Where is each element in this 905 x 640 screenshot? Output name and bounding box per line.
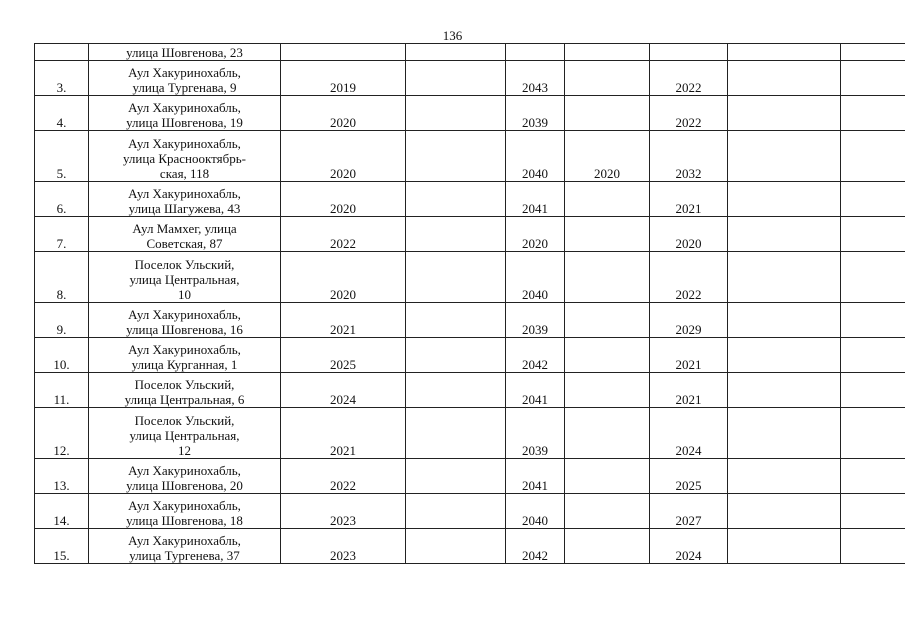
cell-value: 2021: [281, 303, 406, 338]
table-row: [35, 408, 905, 459]
cell-address: [89, 459, 281, 494]
cell-value: 2041: [506, 459, 565, 494]
cell-value: [406, 459, 506, 494]
cell-value: 2025: [281, 338, 406, 373]
cell-value: 2042: [506, 338, 565, 373]
cell-value: [565, 373, 650, 408]
address-line: Аул Хакуринохабль,: [128, 100, 241, 115]
document-table: [34, 43, 905, 564]
address-line: улица Тургенева, 37: [129, 548, 240, 563]
address-line: Аул Хакуринохабль,: [128, 136, 241, 151]
cell-value: [565, 338, 650, 373]
address-line: Аул Мамхег, улица: [132, 221, 237, 236]
cell-value: 2020: [506, 217, 565, 252]
cell-value: [650, 44, 728, 61]
cell-address: [89, 303, 281, 338]
cell-address: [89, 494, 281, 529]
cell-address: [89, 338, 281, 373]
cell-address: [89, 529, 281, 564]
address-line: улица Шовгенова, 18: [126, 513, 243, 528]
cell-address: [89, 44, 281, 61]
cell-value: [841, 182, 905, 217]
cell-value: [281, 44, 406, 61]
cell-value: 2039: [506, 303, 565, 338]
cell-value: [728, 303, 841, 338]
cell-number: 7.: [35, 217, 89, 252]
address-line: Поселок Ульский,: [134, 377, 235, 392]
cell-value: [565, 96, 650, 131]
cell-value: [841, 408, 905, 459]
cell-address: [89, 96, 281, 131]
address-line: 12: [178, 443, 191, 458]
cell-value: 2022: [650, 96, 728, 131]
address-line: улица Центральная,: [129, 428, 240, 443]
cell-number: 13.: [35, 459, 89, 494]
cell-number: 6.: [35, 182, 89, 217]
cell-number: 15.: [35, 529, 89, 564]
cell-value: [565, 494, 650, 529]
cell-value: [728, 408, 841, 459]
cell-value: [406, 494, 506, 529]
cell-number: 8.: [35, 252, 89, 303]
table-row: [35, 459, 905, 494]
cell-value: 2021: [650, 373, 728, 408]
address-line: Аул Хакуринохабль,: [128, 65, 241, 80]
cell-value: 2020: [281, 131, 406, 182]
cell-number: 9.: [35, 303, 89, 338]
cell-value: [728, 182, 841, 217]
cell-address: [89, 182, 281, 217]
cell-value: [406, 252, 506, 303]
address-line: ская, 118: [159, 166, 210, 181]
cell-number: 5.: [35, 131, 89, 182]
cell-value: 2020: [650, 217, 728, 252]
cell-value: 2041: [506, 373, 565, 408]
cell-value: [841, 96, 905, 131]
cell-value: [841, 373, 905, 408]
cell-address: [89, 217, 281, 252]
cell-value: [728, 459, 841, 494]
cell-value: 2023: [281, 529, 406, 564]
cell-value: [406, 61, 506, 96]
table-row: [35, 182, 905, 217]
cell-number: 10.: [35, 338, 89, 373]
cell-address: [89, 408, 281, 459]
cell-value: [406, 373, 506, 408]
cell-value: [565, 459, 650, 494]
cell-number: 14.: [35, 494, 89, 529]
cell-value: 2025: [650, 459, 728, 494]
cell-value: [841, 303, 905, 338]
address-line: Аул Хакуринохабль,: [128, 463, 241, 478]
cell-value: 2020: [281, 182, 406, 217]
cell-value: 2032: [650, 131, 728, 182]
table-row: [35, 373, 905, 408]
address-line: улица Шовгенова, 23: [126, 45, 243, 60]
cell-value: [406, 96, 506, 131]
cell-number: 11.: [35, 373, 89, 408]
cell-value: 2041: [506, 182, 565, 217]
cell-value: 2040: [506, 494, 565, 529]
cell-value: 2019: [281, 61, 406, 96]
cell-value: 2024: [281, 373, 406, 408]
address-line: Аул Хакуринохабль,: [128, 307, 241, 322]
address-line: Аул Хакуринохабль,: [128, 498, 241, 513]
cell-value: [728, 44, 841, 61]
cell-value: [841, 252, 905, 303]
cell-value: [565, 408, 650, 459]
cell-value: [728, 494, 841, 529]
cell-value: [841, 44, 905, 61]
cell-value: [406, 303, 506, 338]
cell-value: [506, 44, 565, 61]
cell-value: [565, 252, 650, 303]
table-row: [35, 131, 905, 182]
cell-value: [406, 338, 506, 373]
cell-value: [841, 529, 905, 564]
cell-value: 2024: [650, 408, 728, 459]
cell-value: [841, 338, 905, 373]
cell-value: [406, 408, 506, 459]
address-line: Аул Хакуринохабль,: [128, 533, 241, 548]
address-line: Аул Хакуринохабль,: [128, 342, 241, 357]
cell-value: 2022: [650, 252, 728, 303]
cell-number: 4.: [35, 96, 89, 131]
cell-number: 3.: [35, 61, 89, 96]
address-line: улица Курганная, 1: [131, 357, 238, 372]
cell-value: 2020: [565, 131, 650, 182]
address-line: улица Шовгенова, 19: [126, 115, 243, 130]
cell-value: 2029: [650, 303, 728, 338]
table-row: [35, 61, 905, 96]
table-row: [35, 217, 905, 252]
cell-value: [406, 44, 506, 61]
cell-value: 2039: [506, 408, 565, 459]
address-line: Советская, 87: [146, 236, 223, 251]
cell-value: 2021: [650, 338, 728, 373]
address-line: улица Тургенава, 9: [132, 80, 237, 95]
cell-address: [89, 131, 281, 182]
cell-value: [565, 182, 650, 217]
cell-value: [406, 217, 506, 252]
cell-value: 2042: [506, 529, 565, 564]
cell-value: 2020: [281, 96, 406, 131]
cell-value: [728, 131, 841, 182]
cell-address: [89, 61, 281, 96]
address-line: улица Центральная, 6: [124, 392, 245, 407]
table-row: [35, 529, 905, 564]
cell-value: [565, 217, 650, 252]
cell-value: 2021: [650, 182, 728, 217]
cell-value: [565, 303, 650, 338]
cell-value: [565, 61, 650, 96]
table-row: [35, 96, 905, 131]
cell-value: 2022: [281, 217, 406, 252]
cell-number: 12.: [35, 408, 89, 459]
cell-value: [841, 459, 905, 494]
cell-number: [35, 44, 89, 61]
address-line: Поселок Ульский,: [134, 257, 235, 272]
cell-value: [565, 529, 650, 564]
cell-value: 2023: [281, 494, 406, 529]
cell-value: 2027: [650, 494, 728, 529]
cell-value: [728, 529, 841, 564]
table-row: [35, 303, 905, 338]
address-line: Аул Хакуринохабль,: [128, 186, 241, 201]
cell-value: [841, 217, 905, 252]
table-row: [35, 252, 905, 303]
table-row-partial: [35, 44, 905, 61]
cell-address: [89, 373, 281, 408]
cell-value: [406, 131, 506, 182]
address-line: улица Шагужева, 43: [128, 201, 241, 216]
cell-value: 2020: [281, 252, 406, 303]
address-line: улица Краснооктябрь-: [122, 151, 247, 166]
table-body: [35, 44, 905, 564]
cell-value: 2040: [506, 252, 565, 303]
cell-value: [406, 529, 506, 564]
cell-value: [728, 373, 841, 408]
cell-value: [406, 182, 506, 217]
address-line: улица Шовгенова, 16: [126, 322, 243, 337]
cell-value: 2022: [650, 61, 728, 96]
address-line: улица Шовгенова, 20: [126, 478, 243, 493]
cell-value: [565, 44, 650, 61]
cell-value: 2022: [281, 459, 406, 494]
cell-address: [89, 252, 281, 303]
cell-value: [841, 494, 905, 529]
cell-value: [841, 61, 905, 96]
address-line: 10: [178, 287, 191, 302]
page-number: 136: [442, 28, 463, 43]
address-line: улица Центральная,: [129, 272, 240, 287]
cell-value: [841, 131, 905, 182]
address-line: Поселок Ульский,: [134, 413, 235, 428]
cell-value: 2039: [506, 96, 565, 131]
cell-value: 2021: [281, 408, 406, 459]
table-row: [35, 338, 905, 373]
cell-value: 2024: [650, 529, 728, 564]
cell-value: 2043: [506, 61, 565, 96]
cell-value: [728, 252, 841, 303]
cell-value: [728, 61, 841, 96]
cell-value: [728, 217, 841, 252]
cell-value: 2040: [506, 131, 565, 182]
table-row: [35, 494, 905, 529]
cell-value: [728, 338, 841, 373]
cell-value: [728, 96, 841, 131]
